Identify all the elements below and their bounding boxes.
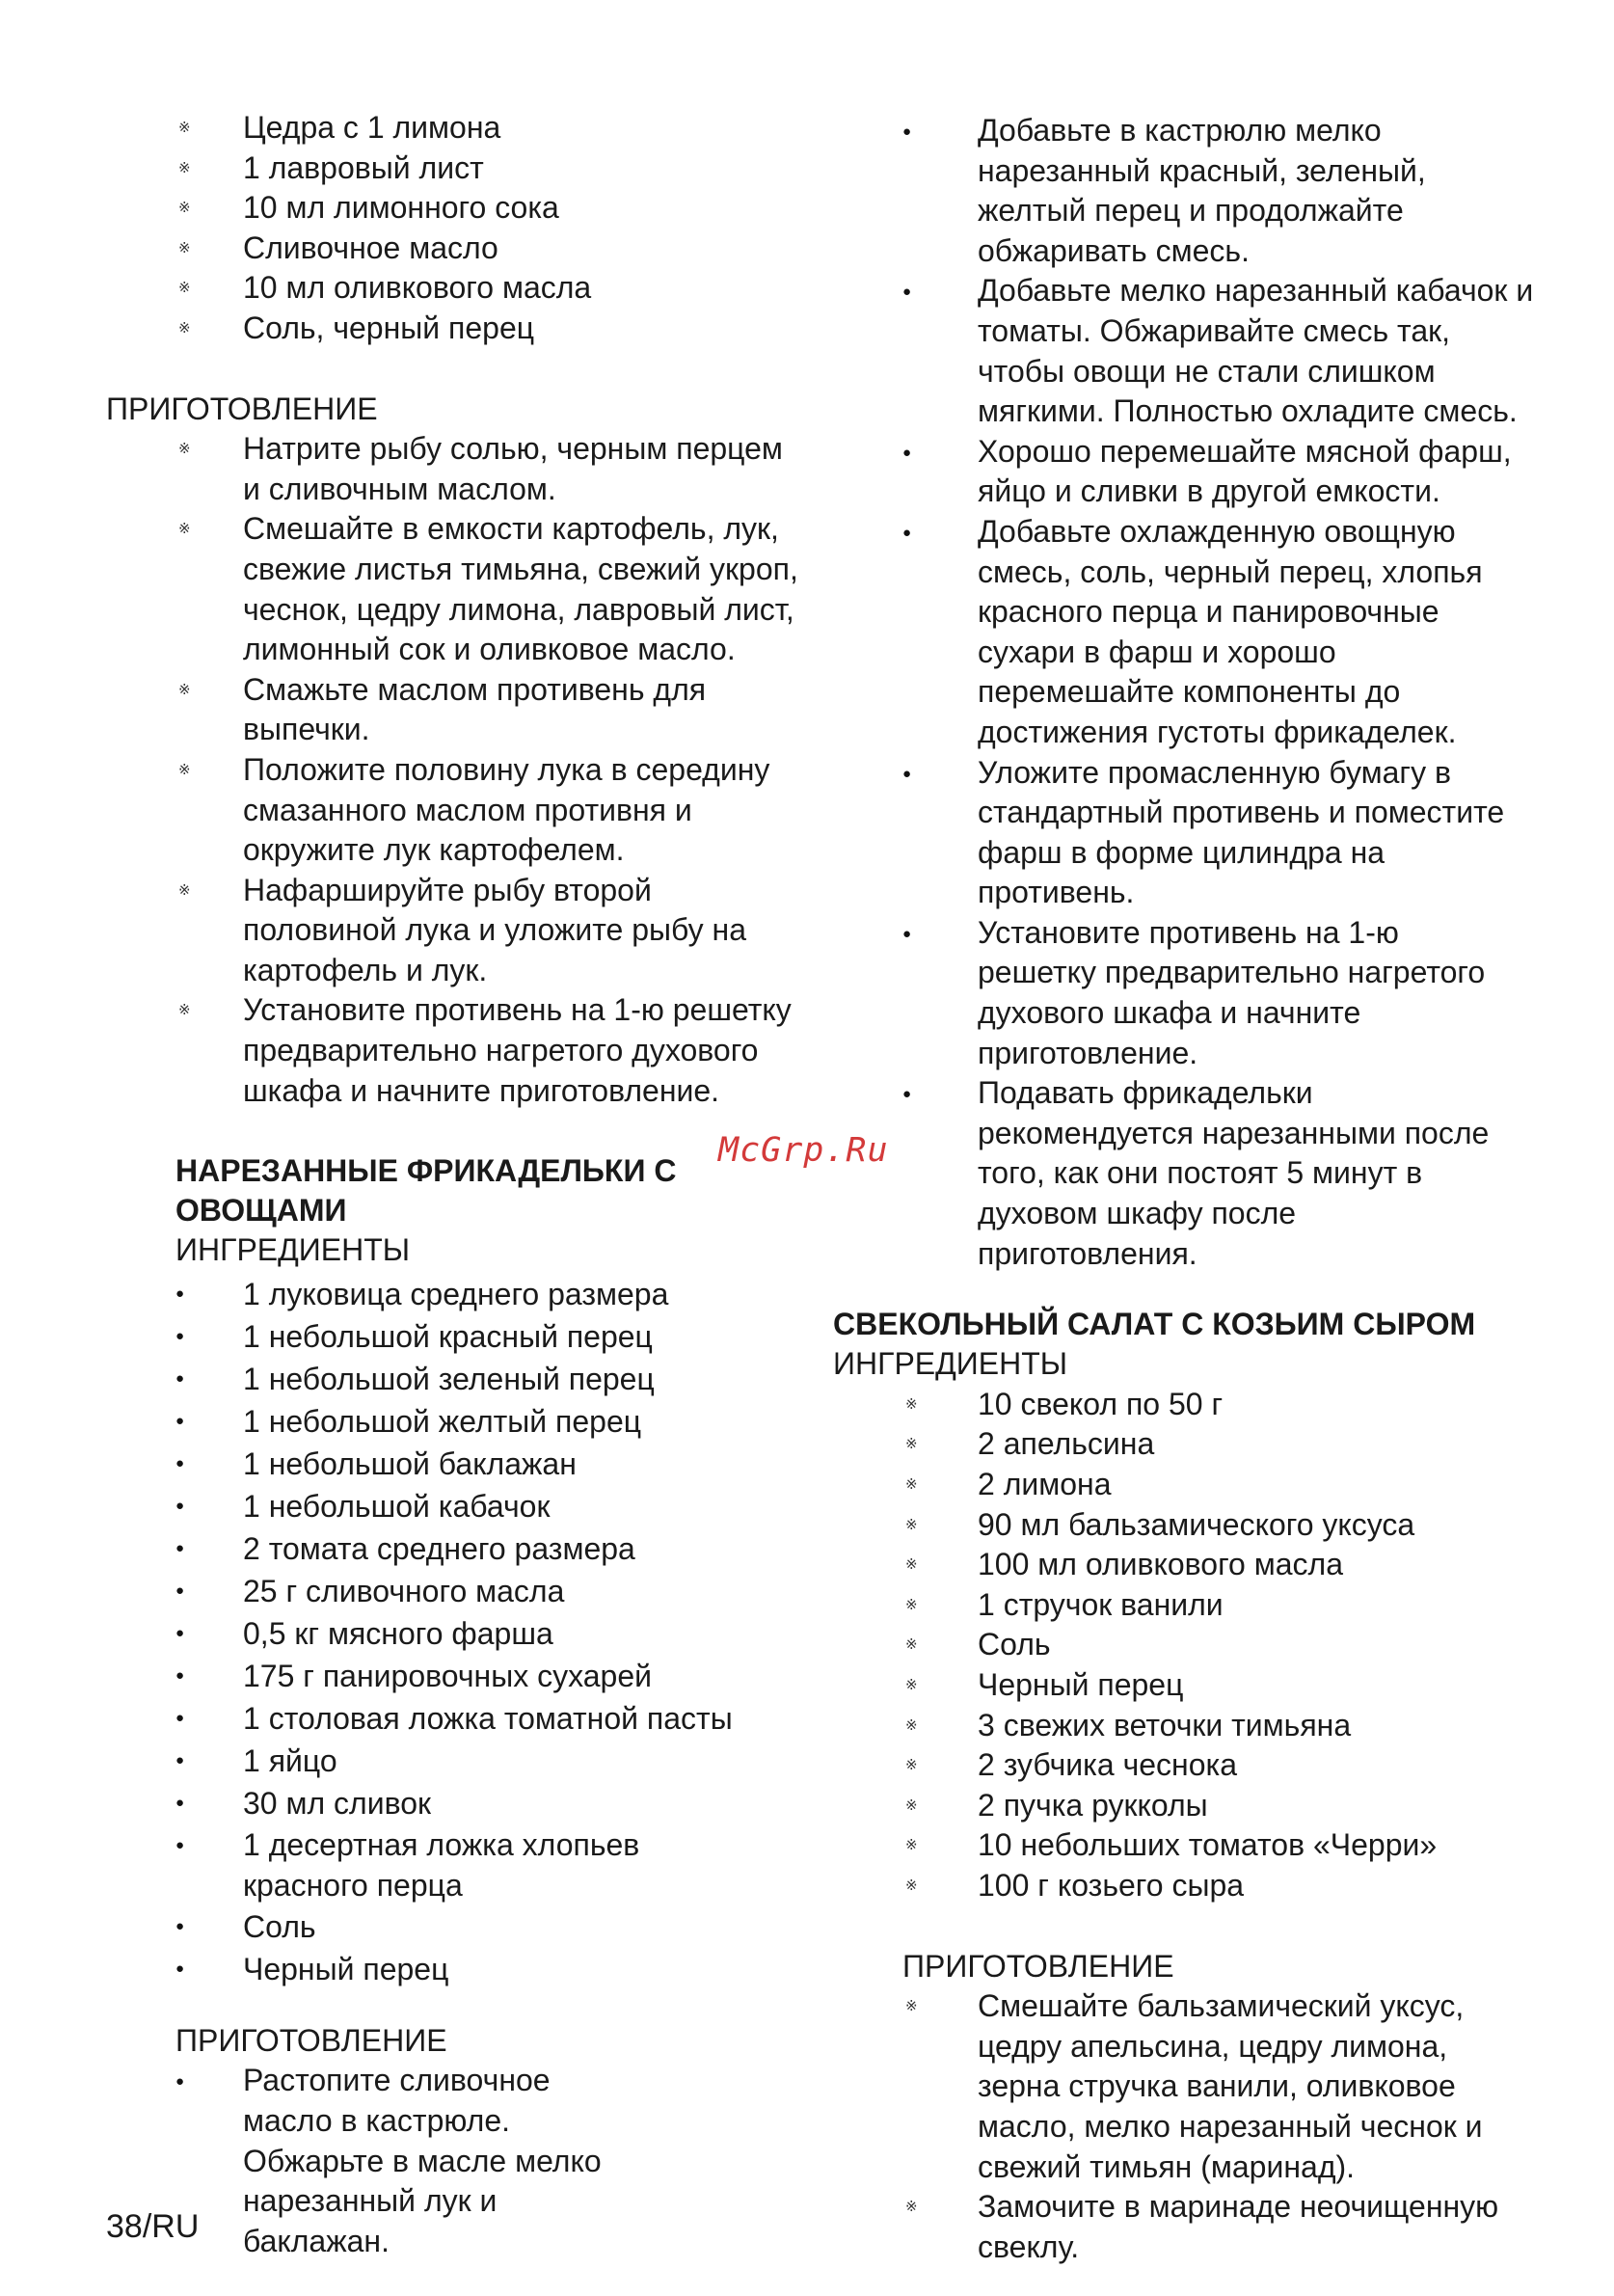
list-item: ● 2 томата среднего размера [106,1527,800,1570]
salad-preparation-steps [833,1986,1527,2267]
meatball-ingredients-heading: ИНГРЕДИЕНТЫ [175,1232,411,1268]
step-item: ※ Установите противень на 1-ю решетку предварительно нагретого духового шкафа и начните приготовление. [106,990,800,1111]
step-item: ● Растопите сливочное масло в кастрюле. Обжарьте в масле мелко нарезанный лук и баклажан. [106,2061,648,2261]
list-item: ※ Сливочное масло [106,229,800,269]
step-item: ※ Смешайте бальзамический уксус, цедру апельсина, цедру лимона, зерна стручка ванили, оливковое масло, мелко нарезанный чеснок и свежий тимьян (маринад). [833,1986,1518,2187]
salad-preparation-heading: ПРИГОТОВЛЕНИЕ [902,1948,1174,1984]
list-item: ※ 10 небольших томатов «Черри» [833,1825,1527,1866]
list-item: ※ 10 мл лимонного сока [106,188,800,229]
step-item: ● Уложите промасленную бумагу в стандартный противень и поместите фарш в форме цилиндра на противень. [833,753,1537,913]
salad-ingredients-heading: ИНГРЕДИЕНТЫ [833,1346,1068,1382]
step-item: ※ Смешайте в емкости картофель, лук, свежие листья тимьяна, свежий укроп, чеснок, цедру лимона, лавровый лист, лимонный сок и оливковое масло. [106,509,800,669]
list-item: ※ 2 апельсина [833,1424,1527,1465]
list-item: ● 1 десертная ложка хлопьев красного перца [106,1824,667,1905]
list-item: ※ 2 пучка рукколы [833,1786,1527,1826]
watermark: McGrp.Ru [718,1131,889,1170]
list-item: ● 175 г панировочных сухарей [106,1655,800,1697]
step-item: ● Хорошо перемешайте мясной фарш, яйцо и сливки в другой емкости. [833,432,1518,512]
fish-preparation-heading: ПРИГОТОВЛЕНИЕ [106,391,378,426]
list-item: ※ 10 свекол по 50 г [833,1385,1527,1425]
list-item: ※ 1 стручок ванили [833,1585,1527,1626]
step-item: ※ Замочите в маринаде неочищенную свеклу. [833,2187,1518,2267]
list-item: ● 1 столовая ложка томатной пасты [106,1697,800,1740]
page-number: 38/RU [106,2208,200,2245]
list-item: ● 1 луковица среднего размера [106,1273,800,1315]
list-item: ※ 2 лимона [833,1465,1527,1505]
right-column [833,111,1534,2267]
list-item: ● 25 г сливочного масла [106,1570,800,1612]
salad-recipe-title: СВЕКОЛЬНЫЙ САЛАТ С КОЗЬИМ СЫРОМ [833,1307,1476,1342]
step-item: ※ Нафаршируйте рыбу второй половиной лука и уложите рыбу на картофель и лук. [106,871,800,991]
list-item: ● 1 небольшой красный перец [106,1315,800,1358]
step-item: ※ Натрите рыбу солью, черным перцем и сливочным маслом. [106,429,800,509]
step-item: ● Подавать фрикадельки рекомендуется нарезанными после того, как они постоят 5 минут в духовом шкафу после приготовления. [833,1073,1518,1274]
left-column [106,108,800,2261]
list-item: ● 30 мл сливок [106,1782,800,1824]
meatball-preparation-heading: ПРИГОТОВЛЕНИЕ [175,2022,447,2058]
list-item: ※ Цедра с 1 лимона [106,108,800,149]
step-item: ● Установите противень на 1-ю решетку предварительно нагретого духового шкафа и начните приготовление. [833,913,1518,1073]
step-item: ※ Смажьте маслом противень для выпечки. [106,670,800,750]
fish-preparation-steps [106,429,800,1111]
meatball-preparation-steps-start [106,2061,800,2261]
meatball-ingredients-list [106,1273,800,1990]
step-item: ※ Положите половину лука в середину смазанного маслом противня и окружите лук картофелем. [106,750,800,871]
list-item: ● Черный перец [106,1948,800,1990]
list-item: ※ Соль [833,1625,1527,1665]
meatball-recipe-title: НАРЕЗАННЫЕ ФРИКАДЕЛЬКИ С ОВОЩАМИ [175,1153,677,1229]
list-item: ※ 100 мл оливкового масла [833,1545,1527,1585]
salad-ingredients-list [833,1385,1527,1906]
fish-ingredients-list [106,108,800,349]
step-item: ● Добавьте охлажденную овощную смесь, соль, черный перец, хлопья красного перца и панировочные сухари в фарш и хорошо перемешайте компоненты до достижения густоты фрикаделек. [833,512,1518,753]
list-item: ● Соль [106,1905,800,1948]
step-item: ● Добавьте мелко нарезанный кабачок и томаты. Обжаривайте смесь так, чтобы овощи не стали слишком мягкими. Полностью охладите смесь. [833,271,1537,431]
list-item: ※ 2 зубчика чеснока [833,1745,1527,1786]
list-item: ● 0,5 кг мясного фарша [106,1612,800,1655]
meatball-preparation-steps-cont [833,111,1534,1274]
list-item: ● 1 яйцо [106,1740,800,1782]
list-item: ※ 90 мл бальзамического уксуса [833,1505,1527,1546]
list-item: ● 1 небольшой зеленый перец [106,1358,800,1400]
list-item: ※ 100 г козьего сыра [833,1866,1527,1906]
list-item: ● 1 небольшой кабачок [106,1485,800,1527]
step-item: ● Добавьте в кастрюлю мелко нарезанный красный, зеленый, желтый перец и продолжайте обжаривать смесь. [833,111,1518,271]
list-item: ※ 10 мл оливкового масла [106,268,800,309]
list-item: ● 1 небольшой желтый перец [106,1400,800,1443]
list-item: ※ Черный перец [833,1665,1527,1706]
list-item: ※ 3 свежих веточки тимьяна [833,1706,1527,1746]
list-item: ※ 1 лавровый лист [106,149,800,189]
list-item: ● 1 небольшой баклажан [106,1443,800,1485]
list-item: ※ Соль, черный перец [106,309,800,349]
